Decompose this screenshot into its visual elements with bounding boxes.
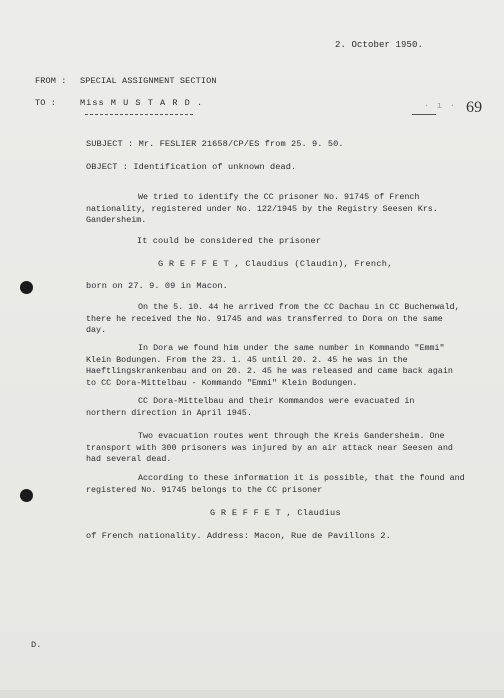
punch-hole-top <box>20 281 33 294</box>
letter-date: 2. October 1950. <box>335 40 424 50</box>
paragraph-evacuation: CC Dora-Mittelbau and their Kommandos were evacuated in northern direction in April 1945. <box>86 396 415 418</box>
prisoner-name-line: G R E F F E T , Claudius (Claudin), French, <box>158 259 393 269</box>
page-number: 69 <box>466 99 483 116</box>
to-label: TO : <box>35 98 57 108</box>
paragraph-conclusion: According to these information it is possible, that the found and registered No. 91745 belongs to the CC prisoner <box>86 473 465 495</box>
signature-initial: D. <box>31 640 42 650</box>
addressee-underline <box>85 114 193 115</box>
birth-line: born on 27. 9. 09 in Macon. <box>86 281 228 291</box>
prisoner-name-repeat: G R E F F E T , Claudius <box>210 508 341 518</box>
punch-hole-bottom <box>20 489 33 502</box>
to-value: Miss M U S T A R D . <box>80 98 204 108</box>
page-bottom-edge <box>0 690 504 698</box>
nationality-address-line: of French nationality. Address: Macon, Rue de Pavillons 2. <box>86 531 391 541</box>
from-label: FROM : <box>35 76 67 86</box>
from-value: SPECIAL ASSIGNMENT SECTION <box>80 76 217 86</box>
prisoner-intro: It could be considered the prisoner <box>137 236 321 246</box>
paragraph-dora: In Dora we found him under the same number in Kommando "Emmi" Klein Bodungen. From the 23. 1. 45 until 20. 2. 45 he was in the Haeftlingskrankenbau and on 20. 2. 45 he was released and came back again to CC Dora-Mittelbau - Kommando "Emmi" Klein Bodungen. <box>86 343 453 388</box>
faint-stamp-mark: · ı · <box>424 101 457 111</box>
paragraph-identification: We tried to identify the CC prisoner No. 91745 of French nationality, registered under No. 122/1945 by the Registry Seesen Krs. Gandersheim. <box>86 192 438 225</box>
object-line: OBJECT : Identification of unknown dead. <box>86 162 297 172</box>
subject-line: SUBJECT : Mr. FESLIER 21658/CP/ES from 25. 9. 50. <box>86 139 344 149</box>
stamp-dash <box>412 114 436 115</box>
paragraph-arrival: On the 5. 10. 44 he arrived from the CC Dachau in CC Buchenwald, there he received the No. 91745 and was transferred to Dora on the same day. <box>86 302 460 335</box>
paragraph-routes: Two evacuation routes went through the Kreis Gandersheim. One transport with 300 prisoners was injured by an air attack near Seesen and had several dead. <box>86 431 453 464</box>
